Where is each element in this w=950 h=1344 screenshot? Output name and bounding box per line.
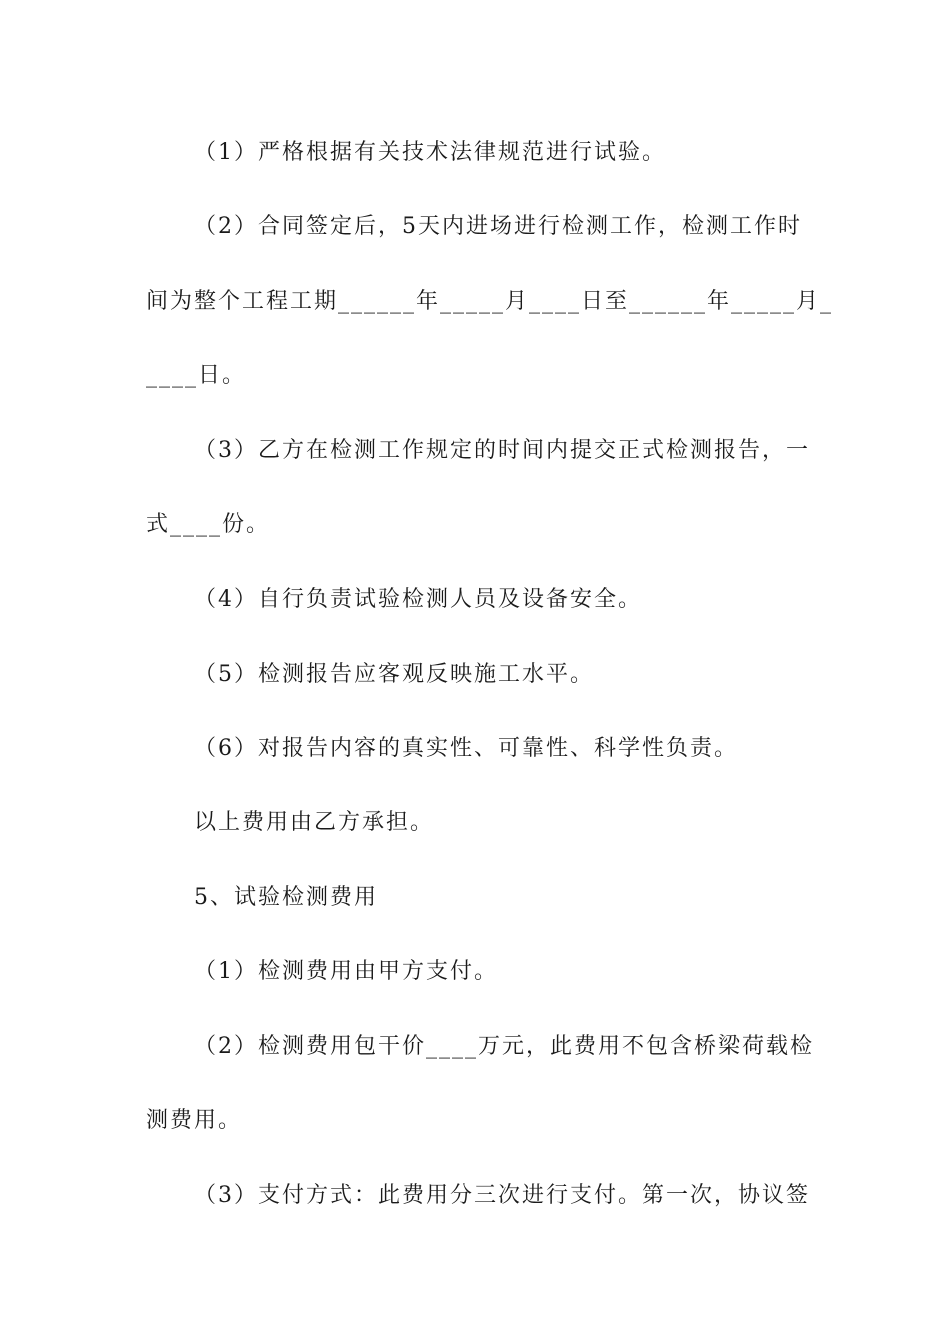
clause-3-line-2: 式____份。 [146, 512, 271, 537]
fee-clause-2-line-2: 测费用。 [146, 1108, 243, 1133]
clause-6: （6）对报告内容的真实性、可靠性、科学性负责。 [194, 736, 738, 761]
fee-clause-2-line-1: （2）检测费用包干价____万元，此费用不包含桥梁荷载检 [194, 1034, 814, 1059]
section-heading-5: 5、试验检测费用 [194, 885, 378, 910]
clause-2-line-3: ____日。 [146, 363, 247, 388]
clause-1: （1）严格根据有关技术法律规范进行试验。 [194, 140, 666, 165]
cost-note: 以上费用由乙方承担。 [194, 810, 435, 835]
fee-clause-3-line-1: （3）支付方式：此费用分三次进行支付。第一次，协议签 [194, 1183, 810, 1208]
clause-2-line-2: 间为整个工程工期______年_____月____日至______年_____月_ [146, 289, 834, 314]
clause-5: （5）检测报告应客观反映施工水平。 [194, 662, 594, 687]
clause-4: （4）自行负责试验检测人员及设备安全。 [194, 587, 642, 612]
clause-3-line-1: （3）乙方在检测工作规定的时间内提交正式检测报告，一 [194, 438, 810, 463]
fee-clause-1: （1）检测费用由甲方支付。 [194, 959, 498, 984]
clause-2-line-1: （2）合同签定后，5天内进场进行检测工作，检测工作时 [194, 214, 802, 239]
